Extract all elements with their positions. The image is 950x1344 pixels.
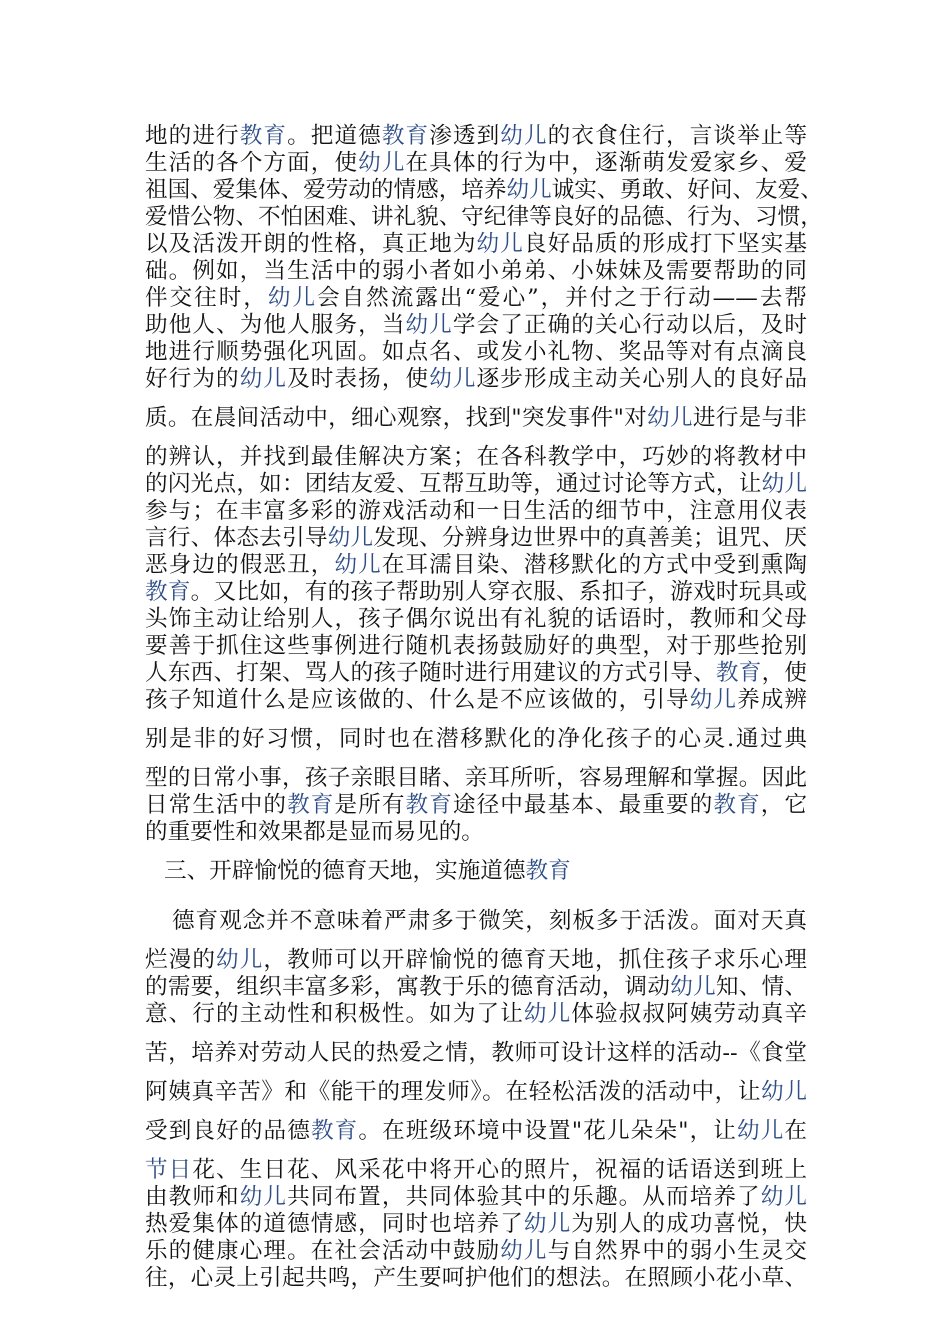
keyword-link[interactable]: 幼儿 bbox=[358, 150, 406, 176]
text-segment: 的辨认，并找到最佳解决方案；在各科教学中，巧妙的将教材中 bbox=[145, 444, 807, 470]
text-line bbox=[145, 443, 807, 471]
text-segment: 阿姨真辛苦》和《能干的理发师》。在轻松活泼的活动中，让 bbox=[145, 1079, 762, 1105]
keyword-link[interactable]: 幼儿 bbox=[216, 947, 264, 973]
keyword-link[interactable]: 幼儿 bbox=[500, 123, 548, 149]
text-line bbox=[145, 1210, 807, 1238]
text-segment: ，教师可以开辟愉悦的德育天地，抓住孩子求乐心理 bbox=[263, 947, 808, 973]
text-segment: 热爱集体的道德情感，同时也培养了 bbox=[145, 1211, 524, 1237]
text-line bbox=[145, 284, 807, 312]
text-line bbox=[145, 946, 807, 974]
text-segment: 质。在晨间活动中，细心观察，找到"突发事件"对 bbox=[145, 405, 648, 431]
keyword-link[interactable]: 教育 bbox=[525, 858, 571, 884]
text-segment: 的重要性和效果都是显而易见的。 bbox=[145, 819, 484, 845]
text-segment: 在耳濡目染、潜移默化的方式中受到熏陶 bbox=[381, 552, 808, 578]
text-segment: 。把道德 bbox=[287, 123, 382, 149]
text-segment: 恶身边的假恶丑， bbox=[145, 552, 335, 578]
text-segment: 参与；在丰富多彩的游戏活动和一日生活的细节中，注意用仪表 bbox=[145, 498, 807, 524]
text-segment: 逐步形成主动关心别人的良好品 bbox=[476, 366, 808, 392]
text-segment: 意、行的主动性和积极性。如为了让 bbox=[145, 1001, 524, 1027]
keyword-link[interactable]: 幼儿 bbox=[760, 1184, 808, 1210]
text-segment: 渗透到 bbox=[429, 123, 501, 149]
section-heading bbox=[164, 857, 571, 885]
text-segment: 日常生活中的 bbox=[145, 792, 288, 818]
text-line bbox=[145, 1237, 807, 1265]
keyword-link[interactable]: 教育 bbox=[287, 792, 335, 818]
text-line bbox=[145, 230, 807, 258]
text-segment: 别是非的好习惯，同时也在潜移默化的净化孩子的心灵.通过典 bbox=[145, 726, 807, 752]
text-segment: 好行为的 bbox=[145, 366, 240, 392]
text-segment: 养成辨 bbox=[737, 687, 808, 713]
text-segment: 言行、体态去引导 bbox=[145, 525, 328, 551]
text-segment: 爱惜公物、不怕困难、讲礼貌、守纪律等良好的品德、行为、习惯， bbox=[145, 204, 823, 230]
text-segment: 德育观念并不意味着严肃多于微笑，刻板多于活泼。面对天真 bbox=[172, 908, 807, 934]
keyword-link[interactable]: 幼儿 bbox=[476, 231, 524, 257]
text-line bbox=[145, 791, 807, 819]
text-segment: 孩子知道什么是应该做的、什么是不应该做的，引导 bbox=[145, 687, 690, 713]
text-segment: 生活的各个方面，使 bbox=[145, 150, 359, 176]
keyword-link[interactable]: 幼儿 bbox=[239, 366, 288, 392]
text-line bbox=[145, 973, 807, 1001]
keyword-link[interactable]: 幼儿 bbox=[334, 552, 382, 578]
keyword-link[interactable]: 教育 bbox=[405, 792, 453, 818]
text-segment: 型的日常小事，孩子亲眼目睹、亲耳所听，容易理解和掌握。因此 bbox=[145, 765, 807, 791]
text-segment: 助他人、为他人服务，当 bbox=[145, 312, 406, 338]
text-line bbox=[145, 764, 807, 792]
text-segment: 受到良好的品德 bbox=[145, 1118, 311, 1144]
keyword-link[interactable]: 节日 bbox=[145, 1157, 193, 1183]
keyword-link[interactable]: 幼儿 bbox=[761, 1079, 808, 1105]
text-line bbox=[145, 818, 807, 846]
text-segment: 的需要，组织丰富多彩，寓教于乐的德育活动，调动 bbox=[145, 974, 671, 1000]
text-segment: ，使 bbox=[761, 660, 808, 686]
text-segment: ，它 bbox=[760, 792, 808, 818]
text-segment: 在具体的行为中，逐渐萌发爱家乡、爱 bbox=[405, 150, 808, 176]
keyword-link[interactable]: 幼儿 bbox=[689, 687, 738, 713]
text-line bbox=[145, 1156, 807, 1184]
text-segment: 的闪光点，如：团结友爱、互帮互助等，通过讨论等方式，让 bbox=[145, 471, 762, 497]
text-segment: 为别人的成功喜悦，快 bbox=[571, 1211, 808, 1237]
text-segment: 良好品质的形成打下坚实基 bbox=[523, 231, 808, 257]
text-line bbox=[145, 497, 807, 525]
text-line bbox=[145, 470, 807, 498]
text-segment: 人东西、打架、骂人的孩子随时进行用建议的方式引导、 bbox=[145, 660, 716, 686]
text-line bbox=[145, 551, 807, 579]
text-segment: 进行是与非 bbox=[692, 405, 807, 431]
text-segment: 在 bbox=[784, 1118, 808, 1144]
keyword-link[interactable]: 幼儿 bbox=[429, 366, 477, 392]
text-segment: 会自然流露出“爱心”，并付之于行动——去帮 bbox=[317, 285, 808, 311]
text-line bbox=[145, 1264, 807, 1292]
keyword-link[interactable]: 幼儿 bbox=[761, 471, 808, 497]
text-segment: 头饰主动让给别人，孩子偶尔说出有礼貌的话语时，教师和父母 bbox=[145, 606, 807, 632]
keyword-link[interactable]: 教育 bbox=[381, 123, 430, 149]
keyword-link[interactable]: 幼儿 bbox=[523, 1001, 572, 1027]
text-line bbox=[145, 686, 807, 714]
text-segment: 诚实、勇敢、好问、友爱、 bbox=[551, 177, 823, 203]
keyword-link[interactable]: 教育 bbox=[145, 579, 191, 605]
text-line bbox=[145, 1183, 807, 1211]
text-segment: 地的进行 bbox=[145, 123, 240, 149]
text-line bbox=[145, 338, 807, 366]
keyword-link[interactable]: 幼儿 bbox=[327, 525, 374, 551]
text-line bbox=[145, 203, 823, 231]
text-segment: 途径中最基本、最重要的 bbox=[452, 792, 714, 818]
keyword-link[interactable]: 幼儿 bbox=[239, 1184, 288, 1210]
text-line bbox=[145, 605, 807, 633]
text-segment: 地进行顺势强化巩固。如点名、或发小礼物、奖品等对有点滴良 bbox=[145, 339, 807, 365]
text-line bbox=[145, 365, 807, 393]
text-line bbox=[145, 1117, 807, 1145]
text-line bbox=[145, 1000, 807, 1028]
keyword-link[interactable]: 幼儿 bbox=[737, 1118, 785, 1144]
text-segment: 往，心灵上引起共鸣，产生要呵护他们的想法。在照顾小花小草、 bbox=[145, 1265, 807, 1291]
keyword-link[interactable]: 幼儿 bbox=[405, 312, 453, 338]
text-segment: 知、情、 bbox=[715, 974, 808, 1000]
text-line bbox=[145, 632, 807, 660]
text-segment: 及时表扬，使 bbox=[287, 366, 430, 392]
text-line bbox=[145, 176, 823, 204]
text-segment: 祖国、爱集体、爱劳动的情感，培养 bbox=[145, 177, 507, 203]
text-line bbox=[145, 1039, 807, 1067]
text-segment: 体验叔叔阿姨劳动真辛 bbox=[571, 1001, 808, 1027]
keyword-link[interactable]: 教育 bbox=[715, 660, 762, 686]
keyword-link[interactable]: 幼儿 bbox=[500, 1238, 548, 1264]
keyword-link[interactable]: 教育 bbox=[713, 792, 761, 818]
text-segment: 共同布置，共同体验其中的乐趣。从而培养了 bbox=[287, 1184, 761, 1210]
text-segment: 伴交往时， bbox=[145, 285, 268, 311]
text-segment: 由教师和 bbox=[145, 1184, 240, 1210]
text-segment: 花、生日花、风采花中将开心的照片，祝福的话语送到班上 bbox=[192, 1157, 808, 1183]
keyword-link[interactable]: 幼儿 bbox=[670, 974, 716, 1000]
keyword-link[interactable]: 幼儿 bbox=[647, 405, 693, 431]
text-segment: 发现、分辨身边世界中的真善美；诅咒、厌 bbox=[373, 525, 807, 551]
text-line bbox=[172, 907, 807, 935]
text-line bbox=[145, 578, 807, 606]
text-segment: 。又比如，有的孩子帮助别人穿衣服、系扣子，游戏时玩具或 bbox=[190, 579, 807, 605]
text-segment: 要善于抓住这些事例进行随机表扬鼓励好的典型，对于那些抢别 bbox=[145, 633, 807, 659]
keyword-link[interactable]: 教育 bbox=[310, 1118, 359, 1144]
text-line bbox=[145, 311, 807, 339]
text-line bbox=[145, 659, 807, 687]
text-line bbox=[145, 149, 807, 177]
text-segment: 三、开辟愉悦的德育天地，实施道德 bbox=[164, 858, 526, 884]
text-line bbox=[145, 1078, 807, 1106]
text-segment: 乐的健康心理。在社会活动中鼓励 bbox=[145, 1238, 501, 1264]
text-line bbox=[145, 725, 807, 753]
text-segment: 与自然界中的弱小生灵交 bbox=[547, 1238, 808, 1264]
keyword-link[interactable]: 教育 bbox=[239, 123, 288, 149]
text-line bbox=[145, 524, 807, 552]
text-segment: 。在班级环境中设置"花儿朵朵"，让 bbox=[358, 1118, 737, 1144]
text-line bbox=[145, 122, 807, 150]
text-segment: 的衣食住行，言谈举止等 bbox=[547, 123, 808, 149]
text-line bbox=[145, 404, 807, 432]
keyword-link[interactable]: 幼儿 bbox=[267, 285, 318, 311]
text-segment: 学会了正确的关心行动以后，及时 bbox=[452, 312, 808, 338]
text-segment: 以及活泼开朗的性格，真正地为 bbox=[145, 231, 477, 257]
text-line bbox=[145, 257, 807, 285]
text-segment: 苦，培养对劳动人民的热爱之情，教师可设计这样的活动--《食堂 bbox=[145, 1040, 807, 1066]
text-segment: 是所有 bbox=[334, 792, 406, 818]
text-segment: 础。例如，当生活中的弱小者如小弟弟、小妹妹及需要帮助的同 bbox=[145, 258, 807, 284]
keyword-link[interactable]: 幼儿 bbox=[523, 1211, 572, 1237]
text-segment: 烂漫的 bbox=[145, 947, 217, 973]
keyword-link[interactable]: 幼儿 bbox=[506, 177, 552, 203]
